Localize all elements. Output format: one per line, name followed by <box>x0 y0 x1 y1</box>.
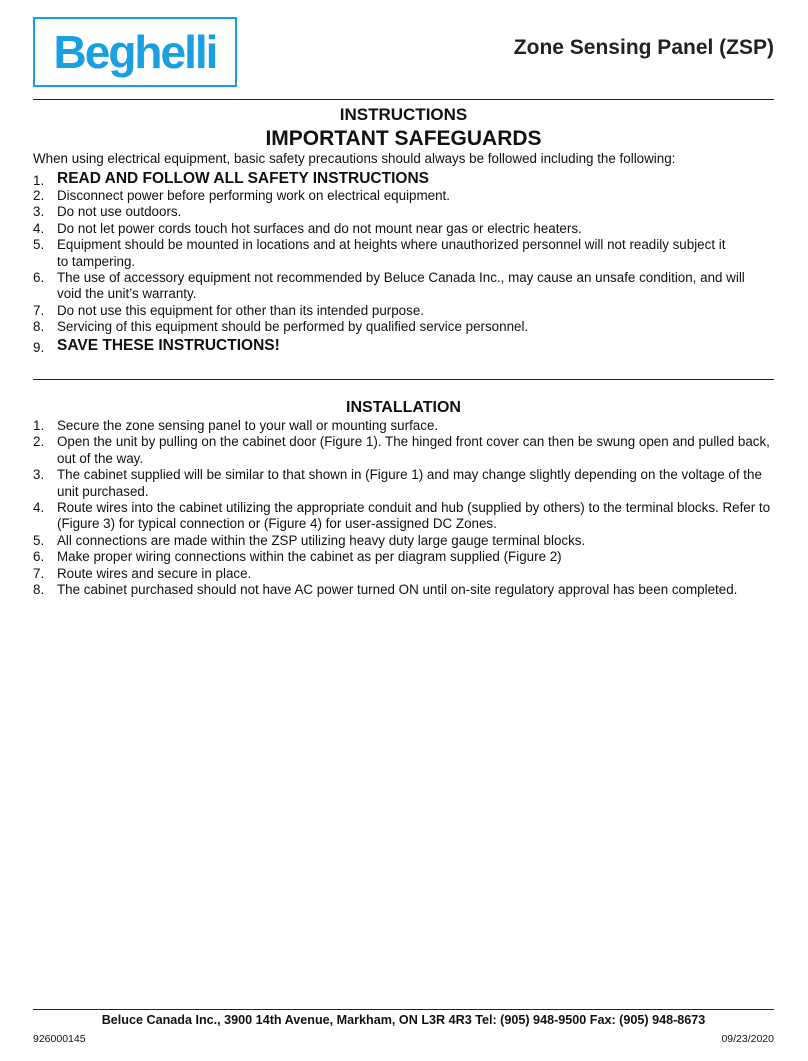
item-text: The cabinet supplied will be similar to that shown in (Figure 1) and may change slightly depending on the voltage of the unit purchased. <box>57 467 762 499</box>
item-text: Equipment should be mounted in locations and at heights where unauthorized personnel will not readily subject it to tampering. <box>57 237 726 269</box>
footer-divider <box>33 1009 774 1010</box>
section-divider <box>33 379 774 380</box>
logo-text: Beghelli <box>53 26 217 78</box>
list-item <box>33 270 757 303</box>
list-item <box>33 336 778 355</box>
item-text: Secure the zone sensing panel to your wall or mounting surface. <box>57 418 439 433</box>
item-text: Do not use this equipment for other than its intended purpose. <box>57 302 424 318</box>
item-number: 5. <box>33 237 45 253</box>
logo-svg <box>35 19 235 85</box>
list-item <box>33 566 778 582</box>
list-item <box>33 221 778 237</box>
item-number: 2. <box>33 434 45 450</box>
item-number: 5. <box>33 532 45 548</box>
item-number: 4. <box>33 220 45 236</box>
installation-heading: INSTALLATION <box>346 399 461 416</box>
item-text: Do not let power cords touch hot surfaces and do not mount near gas or electric heaters. <box>57 220 582 236</box>
item-number: 8. <box>33 319 45 335</box>
list-item <box>33 319 778 335</box>
item-number: 4. <box>33 500 45 516</box>
list-item <box>33 434 778 467</box>
document-number: 926000145 <box>33 1033 86 1045</box>
list-item <box>33 533 778 549</box>
document-date: 09/23/2020 <box>721 1033 774 1045</box>
item-text: SAVE THESE INSTRUCTIONS! <box>57 336 280 354</box>
item-number: 7. <box>33 302 45 318</box>
list-item <box>33 169 778 188</box>
item-text: Make proper wiring connections within the cabinet as per diagram supplied (Figure 2) <box>57 549 562 565</box>
list-item <box>33 188 778 204</box>
item-number: 6. <box>33 549 45 565</box>
list-item <box>33 237 727 270</box>
item-text: All connections are made within the ZSP utilizing heavy duty large gauge terminal blocks. <box>57 532 586 548</box>
instructions-heading: INSTRUCTIONS <box>339 105 468 124</box>
safeguards-list <box>33 169 778 355</box>
item-number: 9. <box>33 339 45 355</box>
item-text: Route wires into the cabinet utilizing the appropriate conduit and hub (supplied by others) to the terminal blocks. Refer to (Figure 3) for typical connection or (Figure 4) for user-assigned DC Zones. <box>57 500 771 532</box>
safeguards-intro: When using electrical equipment, basic safety precautions should always be followed including the following: <box>33 151 676 166</box>
item-number: 6. <box>33 270 45 286</box>
list-item <box>33 467 778 500</box>
safeguards-heading: IMPORTANT SAFEGUARDS <box>265 127 542 150</box>
document-title: Zone Sensing Panel (ZSP) <box>513 36 774 59</box>
header-divider <box>33 99 774 100</box>
item-number: 3. <box>33 204 45 220</box>
brand-logo <box>33 17 237 87</box>
item-text: The use of accessory equipment not recommended by Beluce Canada Inc., may cause an unsafe condition, and will void the unit’s warranty. <box>57 270 745 302</box>
item-text: Servicing of this equipment should be performed by qualified service personnel. <box>57 319 529 335</box>
item-number: 7. <box>33 565 45 581</box>
item-text: Do not use outdoors. <box>57 204 182 220</box>
item-text: READ AND FOLLOW ALL SAFETY INSTRUCTIONS <box>57 170 429 187</box>
item-text: Open the unit by pulling on the cabinet door (Figure 1). The hinged front cover can then be swung open and pulled back, out of the way. <box>57 434 770 466</box>
item-text: Route wires and secure in place. <box>57 565 252 581</box>
item-number: 3. <box>33 467 45 483</box>
item-number: 8. <box>33 582 45 598</box>
item-number: 1. <box>33 418 45 433</box>
list-item <box>33 204 778 220</box>
list-item <box>33 582 778 598</box>
list-item <box>33 549 778 565</box>
list-item <box>33 418 778 434</box>
company-contact: Beluce Canada Inc., 3900 14th Avenue, Markham, ON L3R 4R3 Tel: (905) 948-9500 Fax: (905) 948-8673 <box>101 1013 706 1027</box>
installation-list <box>33 418 778 598</box>
item-text: Disconnect power before performing work on electrical equipment. <box>57 188 450 203</box>
item-number: 2. <box>33 188 45 203</box>
item-number: 1. <box>33 173 45 188</box>
list-item <box>33 500 778 533</box>
list-item <box>33 303 778 319</box>
item-text: The cabinet purchased should not have AC power turned ON until on-site regulatory approval has been completed. <box>57 582 738 598</box>
